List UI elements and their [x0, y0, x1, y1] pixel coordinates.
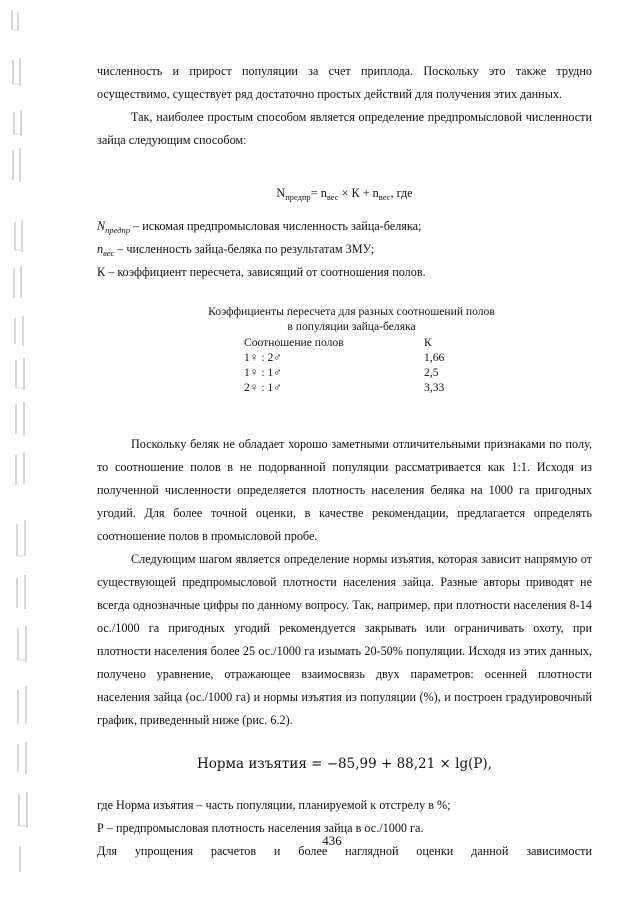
binder-hole-marks — [6, 0, 46, 905]
table-row — [244, 350, 484, 365]
table-header-cell: К — [424, 336, 432, 349]
table-header-row — [244, 335, 484, 350]
definition-text: – искомая предпромысловая численность зайца-беляка; — [130, 219, 422, 233]
table-cell: 3,33 — [424, 381, 445, 394]
paragraph: Так, наиболее простым способом является определение предпромысловой численности зайца следующим способом: — [97, 110, 592, 147]
paragraph: Р – предпромысловая плотность населения зайца в ос./1000 га. — [97, 821, 424, 835]
definition-symbol: К — [97, 265, 106, 279]
paragraph: Поскольку беляк не обладает хорошо заметными отличительными признаками по полу, то соотношение полов в не подорванной популяции рассматривается как 1:1. Исходя из полученной численности определяется плотность населения беляка на 1000 га пригодных угодий. Для более точной оценки, в качестве рекомендации, предлагается определять соотношение полов в промысловой пробе. — [97, 437, 592, 543]
coefficient-table — [244, 335, 484, 395]
definition-subscript: вес — [103, 248, 115, 258]
definition-symbol: N — [97, 219, 106, 233]
formula-operator: × К + — [338, 186, 373, 200]
table-cell: 1,66 — [424, 351, 445, 364]
definition-subscript: предпр — [105, 225, 131, 235]
table-row — [244, 380, 484, 395]
page-content — [97, 60, 592, 863]
definition-symbol: n — [97, 242, 104, 256]
definition-text: – коэффициент пересчета, зависящий от соотношения полов. — [105, 265, 426, 279]
table-title: в популяции зайца-беляка — [287, 320, 416, 333]
formula-harvest-rate: Норма изъятия = −85,99 + 88,21 × lg(P), — [197, 756, 492, 772]
table-cell: 1♀ : 1♂ — [244, 366, 283, 379]
formula-symbol: n — [372, 186, 379, 200]
definition-item — [97, 238, 592, 261]
table-header-cell: Соотношение полов — [244, 336, 344, 349]
paragraph: Следующим шагом является определение нормы изъятия, которая зависит напрямую от существующей предпромысловой плотности населения зайца. Разные авторы приводят не всегда однозначные цифры по данному вопросу. Так, например, при плотности населения 8-14 ос./1000 га пригодных угодий рекомендуется закрывать или ограничивать охоту, при плотности населения более 25 ос./1000 га изымать 20-50% популяции. Исходя из этих данных, получено уравнение, отражающее взаимосвязь двух параметров: осенней плотности населения зайца (ос./1000 га) и нормы изъятия из популяции (%), и построен градуировочный график, приведенный ниже (рис. 6.2). — [97, 552, 592, 727]
paragraph: где Норма изъятия – часть популяции, планируемой к отстрелу в %; — [97, 798, 451, 812]
table-row — [244, 365, 484, 380]
formula-subscript: предпр — [285, 192, 311, 202]
definition-item — [97, 215, 592, 238]
formula-prehunt-count — [97, 182, 592, 205]
page-number: 436 — [322, 833, 342, 848]
formula-subscript: вес — [378, 192, 391, 202]
table-cell: 1♀ : 2♂ — [244, 351, 283, 364]
formula-tail: , где — [390, 186, 413, 200]
definition-item — [97, 261, 592, 284]
definitions-list — [97, 215, 592, 284]
table-title: Коэффициенты пересчета для разных соотношений полов — [208, 305, 495, 318]
formula-symbol: n — [320, 186, 327, 200]
formula-operator: = — [310, 186, 318, 200]
formula-symbol: N — [276, 186, 286, 200]
table-cell: 2,5 — [424, 366, 439, 379]
formula-subscript: вес — [326, 192, 339, 202]
table-cell: 2♀ : 1♂ — [244, 381, 283, 394]
paragraph: численность и прирост популяции за счет приплода. Поскольку это также трудно осуществимо, существует ряд достаточно простых действий для получения этих данных. — [97, 64, 592, 101]
definition-text: – численность зайца-беляка по результатам ЗМУ; — [114, 242, 375, 256]
paragraph: Для упрощения расчетов и более наглядной оценки данной зависимости — [97, 844, 592, 858]
coefficient-table-block — [97, 304, 592, 395]
